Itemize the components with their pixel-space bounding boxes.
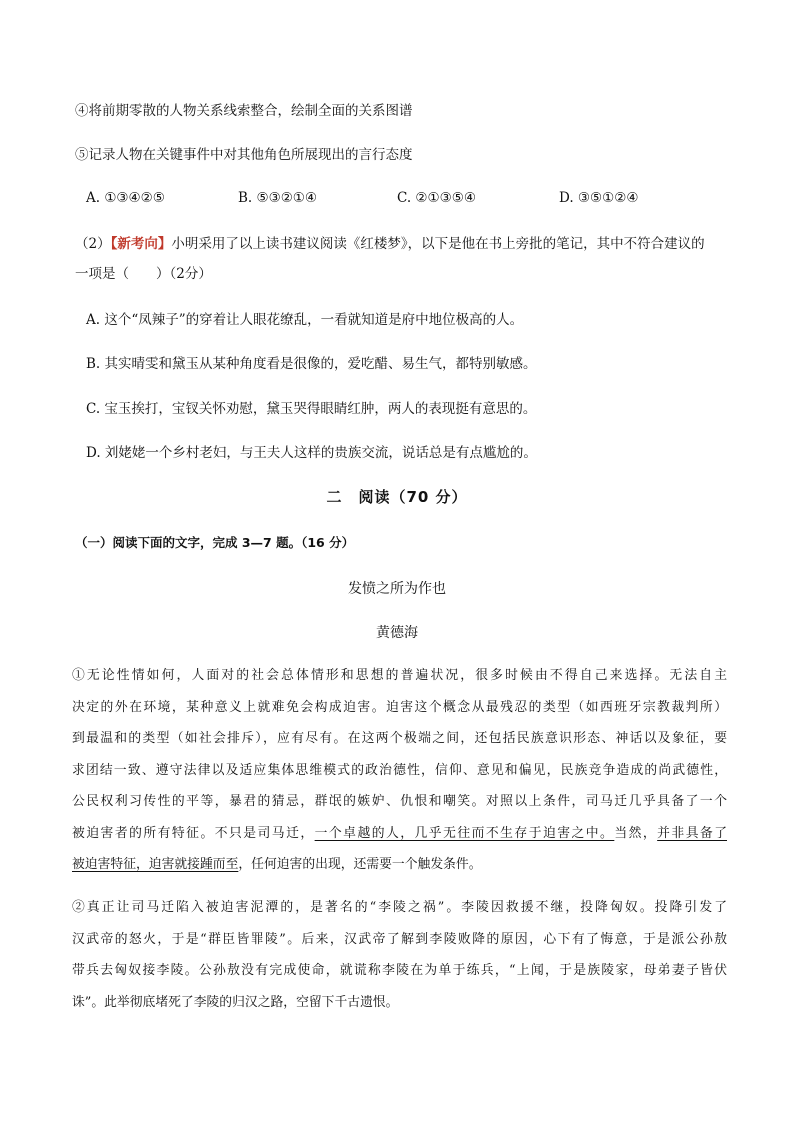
q1-option-c: C. ②①③⑤④ — [397, 190, 476, 206]
paragraph-2 — [72, 892, 727, 1018]
item-4: ④将前期零散的人物关系线索整合，绘制全面的关系图谱 — [75, 103, 413, 119]
q1-option-d: D. ③⑤①②④ — [559, 190, 639, 206]
text-run: 被迫害者的所有特征。不只是司马迁， — [72, 825, 315, 841]
paragraph-line: ①无论性情如何，人面对的社会总体情形和思想的普遍状况，很多时候由不得自己来选择。无法自主 — [72, 668, 727, 683]
article-author: 黄德海 — [376, 625, 418, 641]
paragraph-line: ②真正让司马迁陷入被迫害泥潭的，是著名的“李陵之祸”。李陵因救援不继，投降匈奴。投降引发了 — [72, 900, 727, 915]
q1-option-a: A. ①③④②⑤ — [86, 190, 165, 206]
q2-option-c: C. 宝玉挨打，宝钗关怀劝慰，黛玉哭得眼睛红肿，两人的表现挺有意思的。 — [86, 401, 537, 417]
underlined-sentence-1: 一个卓越的人，几乎无往而不生存于迫害之中。 — [314, 825, 615, 841]
paragraph-line: 诛”。此举彻底堵死了李陵的归汉之路，空留下千古遗恨。 — [72, 994, 399, 1010]
paragraph-line: 汉武帝的怒火，于是“群臣皆罪陵”。后来，汉武帝了解到李陵败降的原因，心下有了悔意，于是派公孙敖 — [72, 931, 727, 947]
text-run: 当然， — [614, 825, 658, 841]
paragraph-line — [72, 849, 727, 881]
q2-stem-line2: 一项是（ ）（2分） — [75, 266, 212, 282]
paragraph-1 — [72, 660, 727, 881]
q2-stem-text: 小明采用了以上读书建议阅读《红楼梦》，以下是他在书上旁批的笔记，其中不符合建议的 — [171, 236, 705, 252]
paragraph-line: 求团结一致、遵守法律以及适应集体思维模式的政治德性，信仰、意见和偏见，民族竞争造成的尚武德性， — [72, 762, 727, 778]
q2-option-b: B. 其实晴雯和黛玉从某种角度看是很像的，爱吃醋、易生气，都特别敏感。 — [86, 356, 537, 372]
q2-option-d: D. 刘姥姥一个乡村老妇，与王夫人这样的贵族交流，说话总是有点尴尬的。 — [86, 445, 537, 461]
underlined-sentence-2-start: 并非具备了 — [657, 825, 727, 841]
article-title: 发愤之所为作也 — [348, 581, 446, 597]
new-exam-tag: 【新考向】 — [110, 236, 172, 252]
paragraph-line: 公民权利习传性的平等，暴君的猜忌，群氓的嫉妒、仇恨和嘲笑。对照以上条件，司马迁几乎具备了一个 — [72, 794, 727, 809]
q1-options — [86, 190, 706, 208]
subsection-heading: （一）阅读下面的文字，完成 3—7 题。（16 分） — [75, 535, 355, 550]
underlined-sentence-2-end: 被迫害特征，迫害就接踵而至 — [72, 857, 239, 872]
item-5: ⑤记录人物在关键事件中对其他角色所展现出的言行态度 — [75, 147, 413, 163]
text-run: ，任何迫害的出现，还需要一个触发条件。 — [238, 857, 482, 872]
q2-option-a: A. 这个“凤辣子”的穿着让人眼花缭乱，一看就知道是府中地位极高的人。 — [86, 312, 524, 328]
q1-option-b: B. ⑤③②①④ — [238, 190, 318, 206]
paragraph-line — [72, 818, 727, 850]
section-title: 二 阅读（70 分） — [326, 488, 468, 506]
paragraph-line: 到最温和的类型（如社会排斥），应有尽有。在这两个极端之间，还包括民族意识形态、神话以及象征，要 — [72, 731, 727, 746]
paragraph-line: 决定的外在环境，某种意义上就难免会构成迫害。迫害这个概念从最残忍的类型（如西班牙宗教裁判所） — [72, 699, 727, 715]
q2-number: （2） — [75, 236, 111, 252]
q2-stem-line1 — [75, 235, 705, 253]
paragraph-line: 带兵去匈奴接李陵。公孙敖没有完成使命，就谎称李陵在为单于练兵，“上闻，于是族陵家，母弟妻子皆伏 — [72, 963, 727, 978]
